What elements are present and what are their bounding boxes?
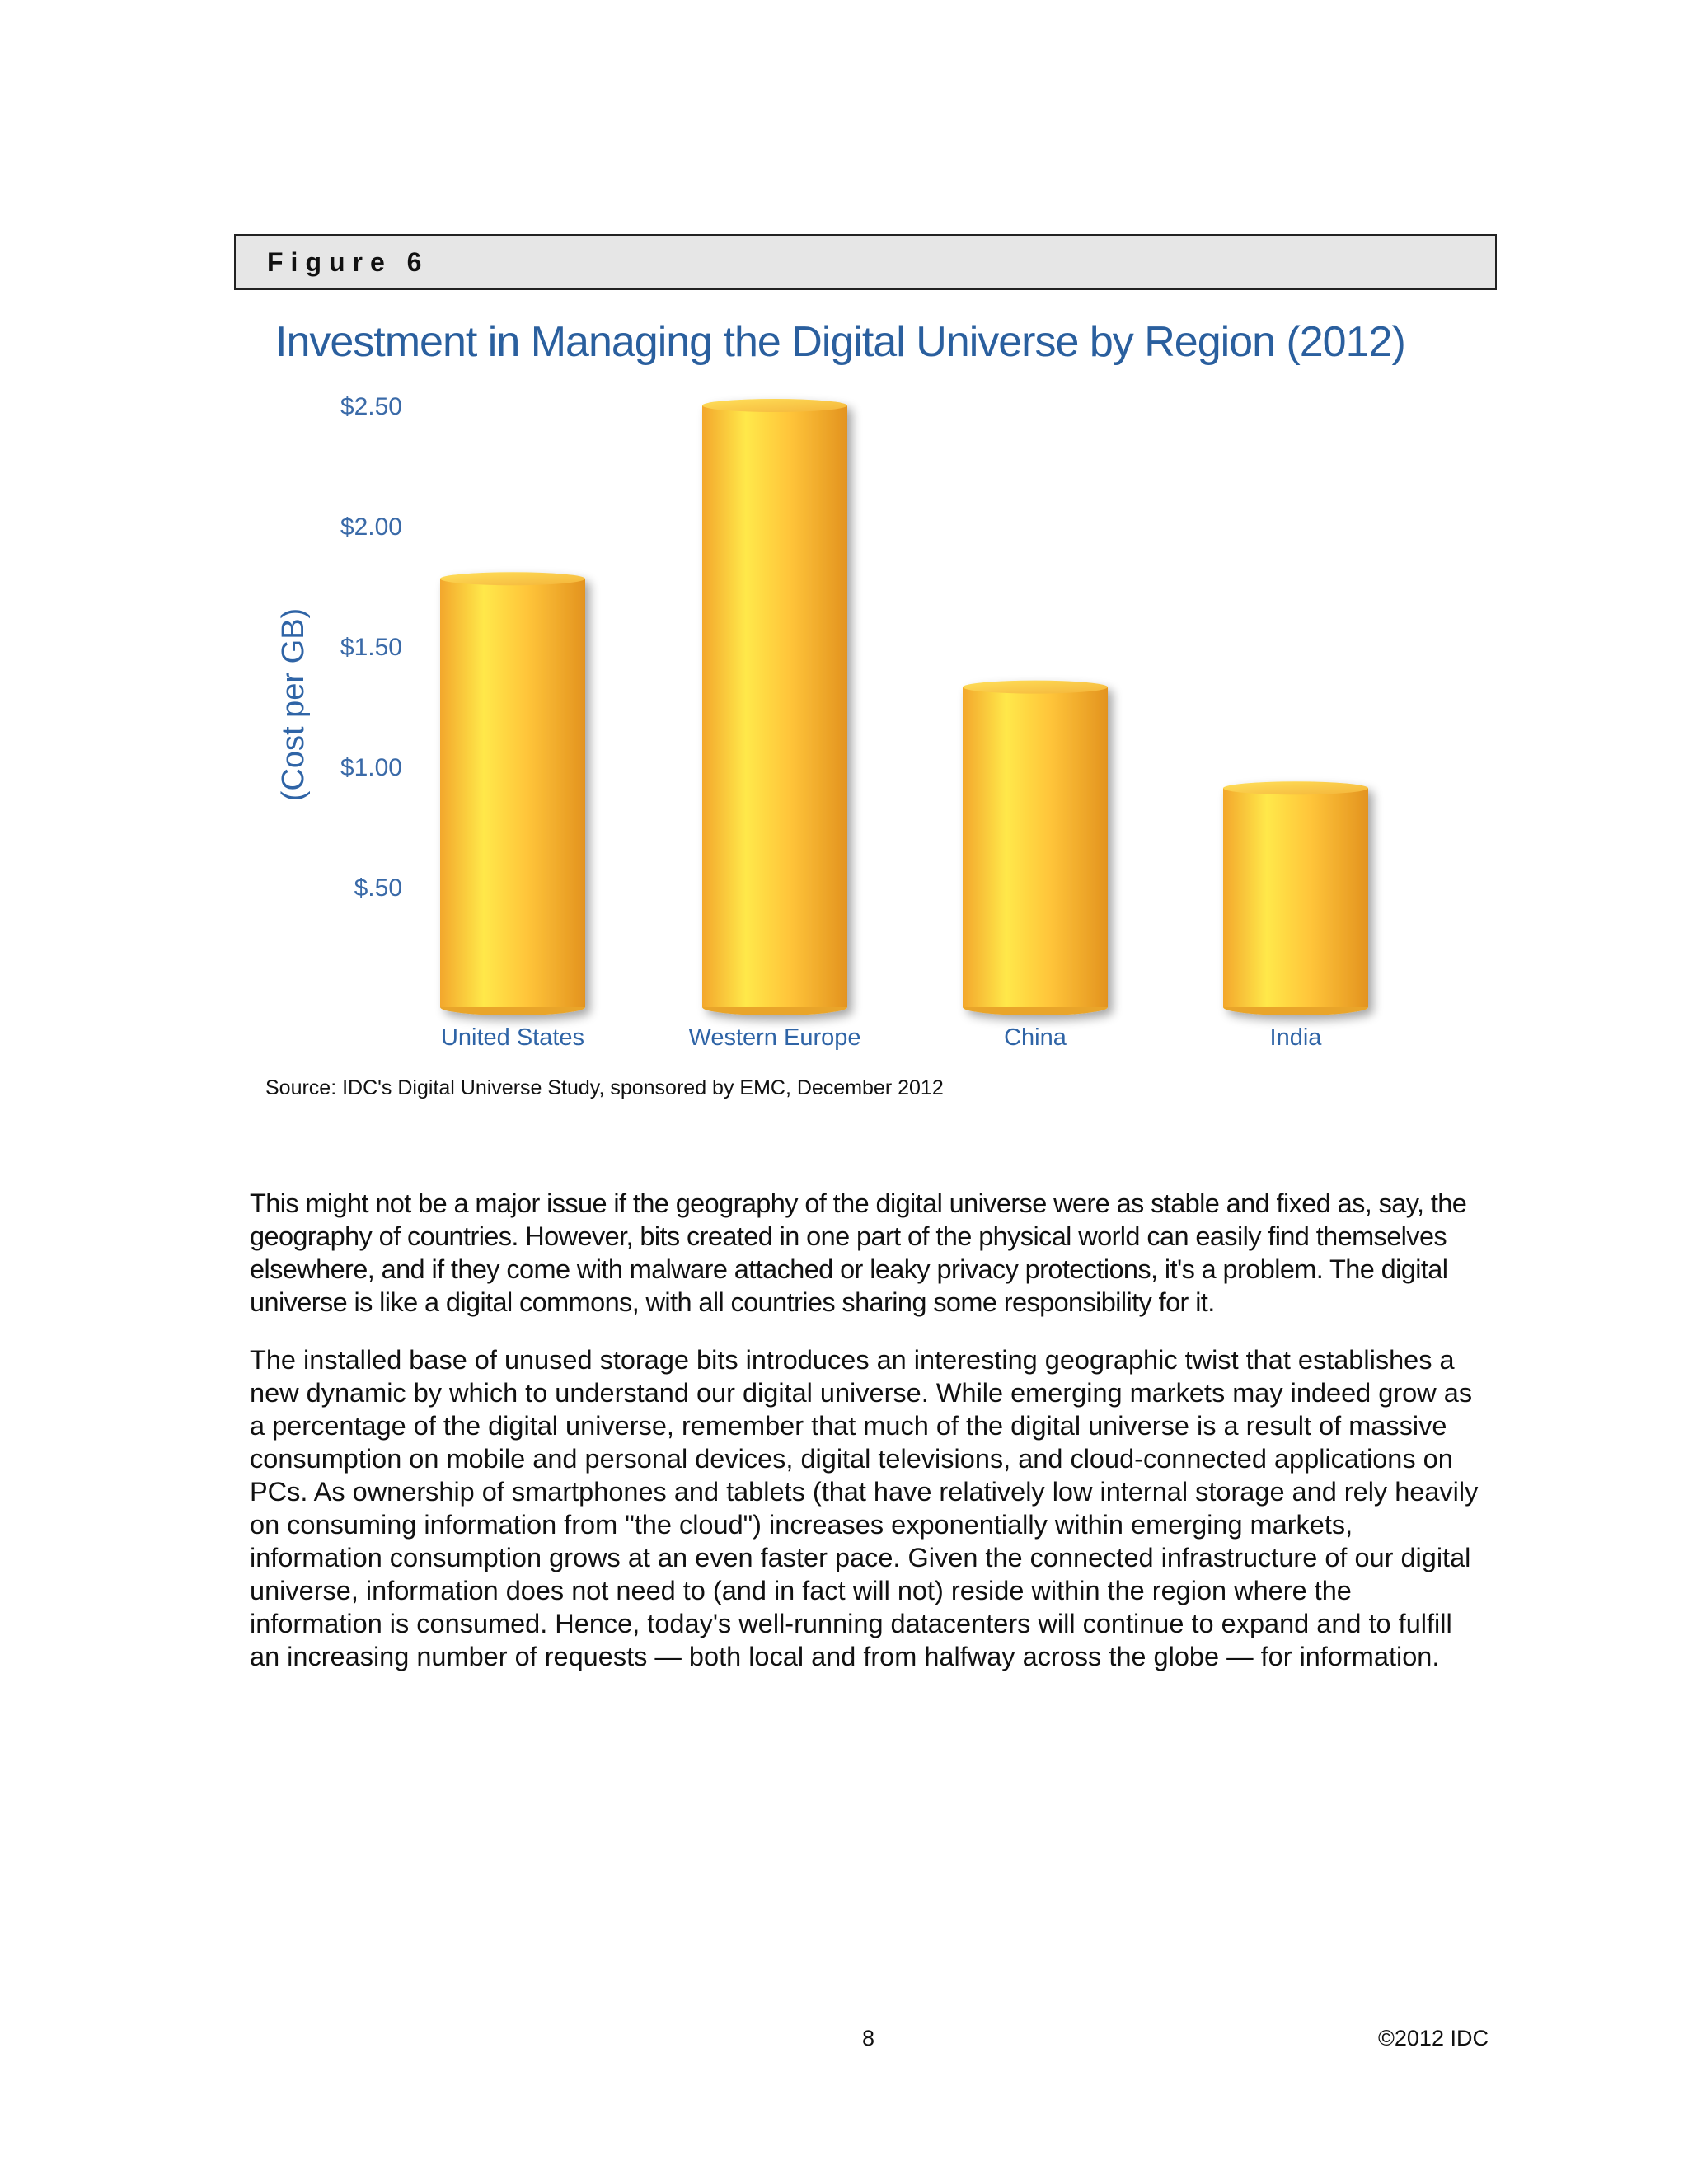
- chart-title: Investment in Managing the Digital Universe by Region (2012): [275, 318, 1405, 366]
- bars-group: [440, 399, 1368, 1015]
- bar-body: [1223, 788, 1368, 1007]
- body-paragraph-2: The installed base of unused storage bits introduces an interesting geographic twist that establishes a new dynamic by which to understand our digital universe. While emerging markets may indeed grow as a percentage of the digital universe, remember that much of the digital universe is a result of massive consumption on mobile and personal devices, digital televisions, and cloud-connected applications on PCs. As ownership of smartphones and tablets (that have relatively low internal storage and rely heavily on consuming information from "the cloud") increases exponentially within emerging markets, information consumption grows at an even faster pace. Given the connected infrastructure of our digital universe, information does not need to (and in fact will not) reside within the region where the information is consumed. Hence, today's well-running datacenters will continue to expand and to fulfill an increasing number of requests — both local and from halfway across the globe — for information.: [250, 1345, 1479, 1671]
- y-tick-label: $2.50: [340, 393, 402, 420]
- bar-body: [963, 687, 1108, 1007]
- x-tick-label: Western Europe: [688, 1024, 861, 1051]
- y-tick-label: $.50: [354, 874, 402, 902]
- y-tick-label: $1.50: [340, 634, 402, 661]
- bar-body: [702, 405, 847, 1007]
- x-tick-label: United States: [440, 1024, 585, 1051]
- bar-cap: [440, 572, 585, 585]
- y-axis-ticks: [340, 393, 402, 902]
- y-tick-label: $2.00: [340, 513, 402, 541]
- bar-body: [440, 579, 585, 1007]
- bar: [963, 681, 1108, 1015]
- y-tick-label: $1.00: [340, 754, 402, 781]
- bar-cap: [1223, 781, 1368, 794]
- bar-cap: [702, 399, 847, 412]
- page-number: 8: [862, 2026, 875, 2050]
- bar: [702, 399, 847, 1015]
- y-axis-label: (Cost per GB): [276, 607, 311, 802]
- bar: [1223, 781, 1368, 1015]
- bar: [440, 572, 585, 1015]
- x-tick-label: India: [1269, 1024, 1322, 1051]
- body-paragraph-1: This might not be a major issue if the geography of the digital universe were as stable and fixed as, say, the geography of countries. However, bits created in one part of the physical world can easily find themselves elsewhere, and if they come with malware attached or leaky privacy protections, it's a problem. The digital universe is like a digital commons, with all countries sharing some responsibility for it.: [250, 1188, 1467, 1317]
- bar-cap: [963, 681, 1108, 694]
- x-axis-labels: [441, 1024, 1322, 1051]
- x-tick-label: China: [1004, 1024, 1067, 1051]
- figure-label: Figure 6: [267, 247, 429, 277]
- bar-chart: [0, 0, 1688, 1071]
- figure-source: Source: IDC's Digital Universe Study, sponsored by EMC, December 2012: [265, 1076, 944, 1099]
- copyright: ©2012 IDC: [1378, 2026, 1489, 2050]
